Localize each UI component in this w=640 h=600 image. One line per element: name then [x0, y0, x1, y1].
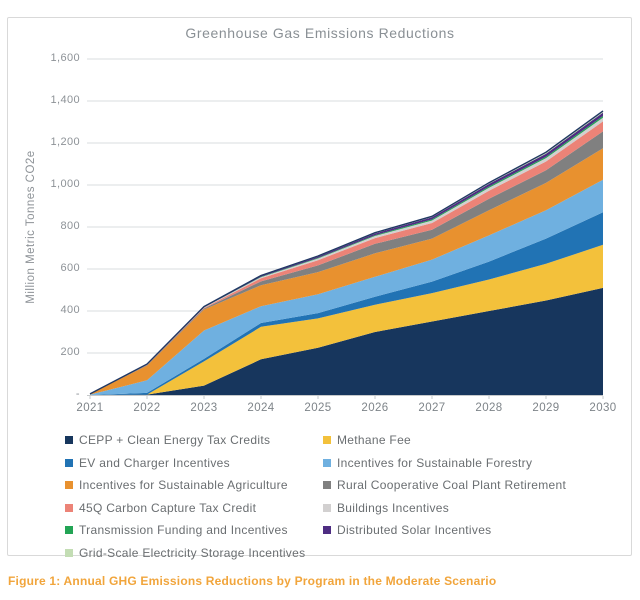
x-tick-label: 2023: [190, 402, 218, 414]
legend-label: 45Q Carbon Capture Tax Credit: [79, 500, 257, 515]
legend-item-incentives-for-sustainable-agriculture: [65, 478, 323, 492]
legend-swatch: [323, 436, 331, 444]
figure-caption: Figure 1: Annual GHG Emissions Reductions by Program in the Moderate Scenario: [8, 574, 497, 588]
legend-swatch: [65, 459, 73, 467]
x-tick-label: 2027: [418, 402, 446, 414]
legend-item-ev-and-charger-incentives: [65, 456, 323, 470]
legend-item-distributed-solar-incentives: [323, 523, 610, 537]
y-tick-label: 1,400: [50, 94, 80, 106]
legend-swatch: [323, 481, 331, 489]
legend-item-45q-carbon-capture-tax-credit: [65, 501, 323, 515]
legend-item-buildings-incentives: [323, 501, 610, 515]
legend-swatch: [323, 459, 331, 467]
y-tick-label: -: [75, 388, 80, 400]
legend-swatch: [65, 436, 73, 444]
y-tick-label: 200: [60, 346, 80, 358]
y-tick-label: 400: [60, 304, 80, 316]
legend-swatch: [65, 504, 73, 512]
legend-item-cepp-clean-energy-tax-credits: [65, 433, 323, 447]
x-tick-label: 2029: [532, 402, 560, 414]
legend-label: Rural Cooperative Coal Plant Retirement: [337, 478, 567, 493]
x-tick-label: 2022: [133, 402, 161, 414]
legend-item-rural-cooperative-coal-plant-retirement: [323, 478, 610, 492]
x-tick-label: 2030: [589, 402, 617, 414]
x-tick-label: 2028: [475, 402, 503, 414]
legend-label: Distributed Solar Incentives: [337, 523, 492, 538]
legend-swatch: [65, 526, 73, 534]
y-tick-label: 600: [60, 262, 80, 274]
legend-label: Grid-Scale Electricity Storage Incentives: [79, 545, 306, 560]
legend-swatch: [323, 504, 331, 512]
legend-swatch: [65, 549, 73, 557]
legend-label: Incentives for Sustainable Forestry: [337, 455, 533, 470]
legend-item-methane-fee: [323, 433, 610, 447]
legend-item-transmission-funding-and-incentives: [65, 523, 323, 537]
legend-item-incentives-for-sustainable-forestry: [323, 456, 610, 470]
y-tick-label: 800: [60, 220, 80, 232]
legend-label: Buildings Incentives: [337, 500, 450, 515]
y-tick-label: 1,200: [50, 136, 80, 148]
legend-label: CEPP + Clean Energy Tax Credits: [79, 433, 271, 448]
x-tick-label: 2024: [247, 402, 275, 414]
chart-title: Greenhouse Gas Emissions Reductions: [185, 25, 455, 41]
x-tick-label: 2026: [361, 402, 389, 414]
y-tick-label: 1,000: [50, 178, 80, 190]
legend-item-grid-scale-electricity-storage-incentives: [65, 546, 323, 560]
y-tick-label: 1,600: [50, 52, 80, 64]
legend-label: Incentives for Sustainable Agriculture: [79, 478, 288, 493]
legend: [65, 429, 610, 564]
legend-swatch: [65, 481, 73, 489]
legend-label: Methane Fee: [337, 433, 412, 448]
x-tick-label: 2025: [304, 402, 332, 414]
y-axis-title: Million Metric Tonnes CO2e: [25, 150, 37, 304]
legend-swatch: [323, 526, 331, 534]
x-tick-label: 2021: [76, 402, 104, 414]
legend-label: Transmission Funding and Incentives: [79, 523, 288, 538]
legend-label: EV and Charger Incentives: [79, 455, 230, 470]
